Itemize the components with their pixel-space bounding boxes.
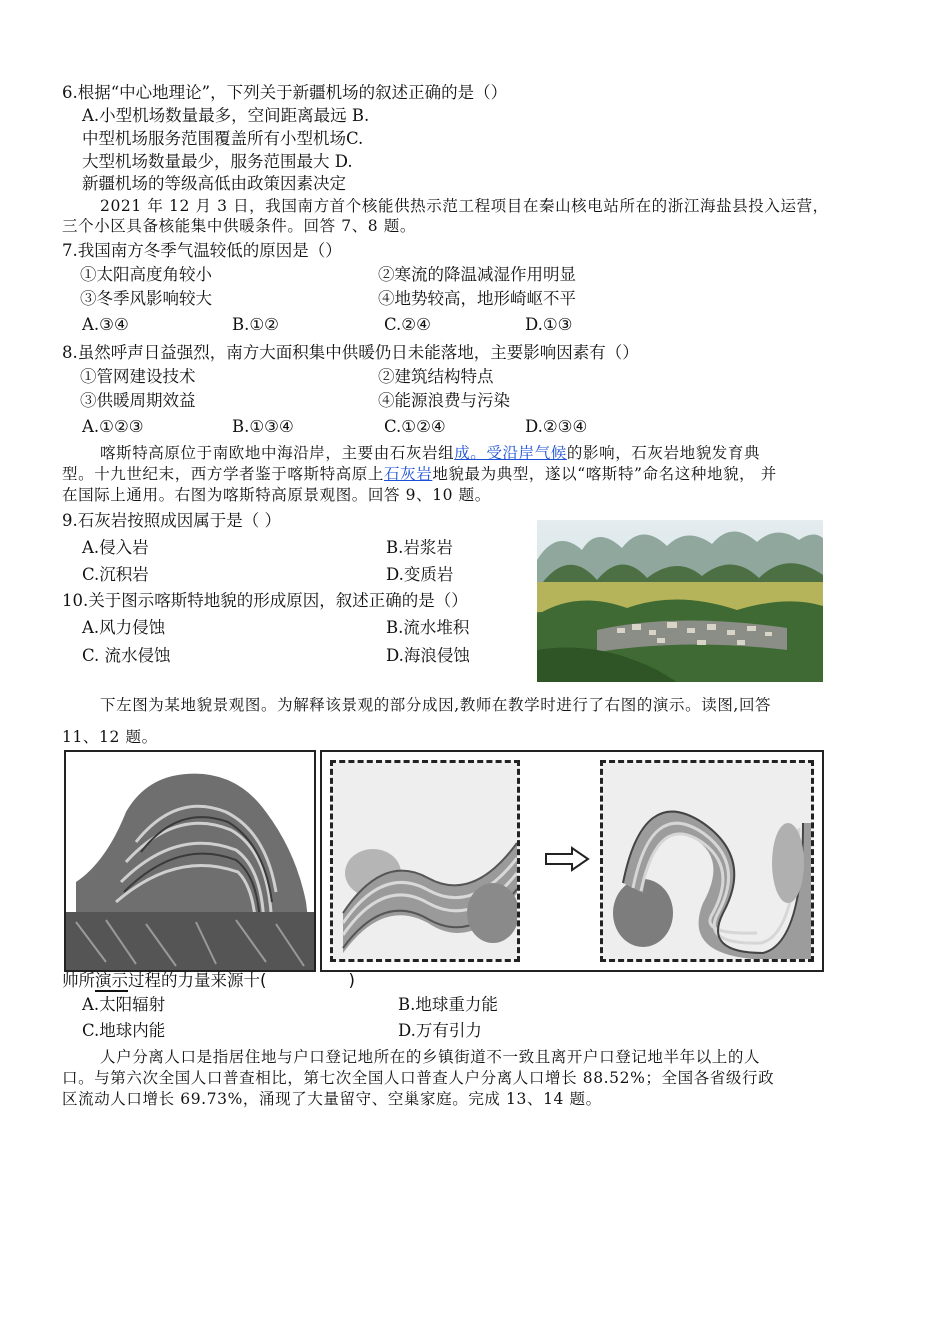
q7-stem: 7.我国南方冬季气温较低的原因是（） xyxy=(62,241,342,260)
q10-choice-a: A.风力侵蚀 xyxy=(82,618,166,637)
q11-choice-b: B.地球重力能 xyxy=(398,995,498,1014)
q8-option-3: ③供暖周期效益 xyxy=(80,391,196,410)
q7-option-1: ①太阳高度角较小 xyxy=(80,265,212,284)
q7-choice-c: C.②④ xyxy=(384,315,431,334)
q11-choice-a: A.太阳辐射 xyxy=(82,995,166,1014)
karst-landscape-photo xyxy=(537,520,823,682)
q10-choice-d: D.海浪侵蚀 xyxy=(386,646,470,665)
q9-choice-b: B.岩浆岩 xyxy=(386,538,453,557)
q6-line-d: 新疆机场的等级高低由政策因素决定 xyxy=(82,174,346,193)
q7-option-4: ④地势较高，地形崎岖不平 xyxy=(378,289,576,308)
q7-option-2: ②寒流的降温减湿作用明显 xyxy=(378,265,576,284)
nuclear-passage-line1: 2021 年 12 月 3 日，我国南方首个核能供热示范工程项目在秦山核电站所在的浙江海盐县投入运营， xyxy=(100,197,829,215)
q11-choice-c: C.地球内能 xyxy=(82,1021,166,1040)
q11-stem: 帅所演示过程的力量来源十( ) xyxy=(62,971,355,990)
q9-choice-c: C.沉积岩 xyxy=(82,565,149,584)
q7-choice-b: B.①② xyxy=(232,315,279,334)
hollow-right-arrow-icon xyxy=(544,846,590,876)
q8-choice-a: A.①②③ xyxy=(82,417,144,436)
q8-option-2: ②建筑结构特点 xyxy=(378,367,494,386)
q7-choice-a: A.③④ xyxy=(82,315,129,334)
demo-panel-after xyxy=(600,760,814,962)
fold-passage-line2: 11、12 题。 xyxy=(62,728,158,746)
karst-passage-line1: 喀斯特高原位于南欧地中海沿岸，主要由石灰岩组成。受沿岸气候的影响，石灰岩地貌发育典 xyxy=(100,444,761,462)
fold-rock-photo xyxy=(64,750,316,972)
demo-panel-before xyxy=(330,760,520,962)
population-passage-line3: 区流动人口增长 69.73%，涌现了大量留守、空巢家庭。完成 13、14 题。 xyxy=(62,1090,602,1108)
q6-line-a: A.小型机场数量最多，空间距离最远 B. xyxy=(82,106,370,125)
q8-choice-c: C.①②④ xyxy=(384,417,446,436)
q8-option-4: ④能源浪费与污染 xyxy=(378,391,510,410)
q9-choice-a: A.侵入岩 xyxy=(82,538,149,557)
fold-passage-line1: 下左图为某地貌景观图。为解释该景观的部分成因,教师在教学时进行了右图的演示。读图,回答 xyxy=(100,696,772,714)
q8-option-1: ①管网建设技术 xyxy=(80,367,196,386)
karst-passage-line3: 在国际上通用。右图为喀斯特高原景观图。回答 9、10 题。 xyxy=(62,486,491,504)
karst-link-climate[interactable]: 成。受沿岸气候 xyxy=(454,444,567,462)
q6-line-b: 中型机场服务范围覆盖所有小型机场C. xyxy=(82,129,364,148)
q7-choice-d: D.①③ xyxy=(525,315,573,334)
q9-choice-d: D.变质岩 xyxy=(386,565,454,584)
q9-stem: 9.石灰岩按照成因属于是（ ） xyxy=(62,511,281,530)
q8-stem: 8.虽然呼声日益强烈，南方大面积集中供暖仍日未能落地，主要影响因素有（） xyxy=(62,343,639,362)
q10-choice-b: B.流水堆积 xyxy=(386,618,470,637)
q10-stem: 10.关于图示喀斯特地貌的形成原因，叙述正确的是（） xyxy=(62,591,468,610)
q6-line-c: 大型机场数量最少，服务范围最大 D. xyxy=(82,152,353,171)
karst-passage-line2: 型。十九世纪末，西方学者鉴于喀斯特高原上石灰岩地貌最为典型，遂以“喀斯特”命名这种地貌， 并 xyxy=(62,465,777,483)
q6-stem: 6.根据“中心地理论”，下列关于新疆机场的叙述正确的是（） xyxy=(62,83,508,102)
q10-choice-c: C. 流水侵蚀 xyxy=(82,646,171,665)
population-passage-line1: 人户分离人口是指居住地与户口登记地所在的乡镇街道不一致且离开户口登记地半年以上的人 xyxy=(100,1048,761,1066)
q8-choice-b: B.①③④ xyxy=(232,417,294,436)
q8-choice-d: D.②③④ xyxy=(525,417,588,436)
fold-demonstration-figure xyxy=(320,750,824,972)
q11-choice-d: D.万有引力 xyxy=(398,1021,482,1040)
nuclear-passage-line2: 三个小区具备核能集中供暖条件。回答 7、8 题。 xyxy=(62,217,416,235)
karst-link-limestone[interactable]: 石灰岩 xyxy=(384,465,433,483)
q7-option-3: ③冬季风影响较大 xyxy=(80,289,212,308)
population-passage-line2: 口。与第六次全国人口普查相比，第七次全国人口普查人户分离人口增长 88.52%；全国各省级行政 xyxy=(62,1069,775,1087)
